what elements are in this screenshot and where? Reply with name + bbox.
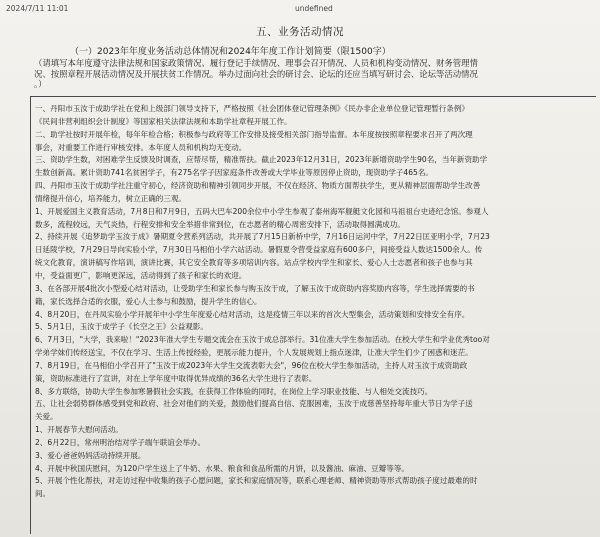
content-line: 生数创新高。累计资助741名贫困学子，有275名学子因家庭条件改善或大学毕业等原因停止资助，现资助学子465名。 [35,168,433,178]
content-line: 1、开展春节大慰问活动。 [35,425,123,435]
content-line: 三、资助学生数，对困难学生反馈及时调查，应帮尽帮，精准帮扶。截止2023年12月31日，2023年新增资助学生90名，当年新资助学 [35,155,488,165]
content-line: 8、多方联络，协助大学生参加寒暑假社会实践，在获得工作体验的同时，在岗位上学习职业技能、与人相处交流技巧。 [35,386,433,396]
content-line: 6、7月3日，"大学，我来啦！"2023年准大学生专题交流会在玉汝于成总部举行。31位准大学生参加活动。在校大学生和学业优秀too对 [35,335,490,345]
content-line: 间。 [35,489,51,499]
section-title: 五、业务活动情况 [256,26,344,38]
content-line: 1、开展爱国主义教育活动，7月8日和7月9日，五码大巴车200余位中小学生参观了泰州海军舰艇文化园和马祖祖台史迹纪念馆。参观人 [35,206,489,216]
print-header [6,4,594,16]
content-line: 事会，对重要工作进行审核安排。本年度人员和机构均无变动。 [35,142,247,152]
content-line: 情绪提升信心，培养能力，树立正确的三观。 [35,193,186,203]
content-line: 2、持续开展《追梦助学玉汝于成》暑期夏令营系列活动，共开展了7月15日新桥中学，7月16日运河中学，7月22日匡亚明小学，7月23 [35,232,490,242]
content-line: 统文化教育，演讲稿写作培训，演讲比赛，其它安全教育等多项培训内容。站点学校内学生和家长、爱心人士志愿者和孩子也参与其 [35,258,473,268]
content-line: 二、助学社按时开展年检，每年年检合格；积极参与政府等工作安排及接受相关部门指导监督。本年度按按照章程要求召开了两次理 [35,129,473,139]
instruction-line: （请填写本年度遵守法律法规和国家政策情况、履行登记手续情况、理事会召开情况、人员和机构变动情况、财务管理情 [34,58,478,68]
content-line: 《民间非营利组织会计制度》等国家相关法律法规和本助学社章程开展工作。 [35,116,292,126]
content-line: 一、丹阳市玉汝于成助学社在党和上级部门领导支持下，严格按照《社会团体登记管理条例》《民办非企业单位登记管理暂行条例》 [35,104,469,113]
content-line: 5、5月1日，玉汝于成学子《长空之王》公益观影。 [35,322,208,332]
instruction-line: 况、按照章程开展活动情况及开展扶贫工作情况。举办过面向社会的研讨会、论坛的还应当填写研讨会、论坛等活动情况 [34,68,478,79]
instruction-text [34,58,594,90]
content-line: 关爱。 [35,412,58,422]
content-line: 7、8月19日，在马相伯小学召开了"玉汝于成2023年大学生交流表彰大会"，96位在校大学生参加活动，主持人对玉汝于成资助政 [35,360,468,370]
content-line: 4、8月20日，在丹凤实验小学开展年中小学生年度爱心结对活动，这是疫情三年以来的首次大型集会，活动策划和安排安全有序。 [35,309,470,319]
content-line: 数多，流程较远，天气炎热，行程安排和安全举措非常到位，在志愿者的精心周密安排下，活动取得圆满成功。 [35,219,405,229]
content-line: 中，受益面更广，影响更深远，活动得到了孩子和家长的欢迎。 [35,270,247,280]
content-line: 日延陵学校，7月29日导向实验小学，7月30日马相伯小学六站活动。暑假夏令营受益家庭有600多户，间接受益人数达1500余人。传 [35,245,483,255]
content-line: 籍，家长选择合适的衣服，爱心人士参与和鼓励，提升学生的信心。 [35,296,262,306]
content-line: 2、6月22日，常州明治结对学子端午联谊会举办。 [35,437,206,447]
content-line: 策，资助标准进行了宣讲，对在上学年度中取得优异成绩的36名大学生进行了表彰。 [35,373,317,383]
content-line: 3、在各部开展4批次小型爱心结对活动，让受助学生和家长参与购玉汝于成，了解玉汝于成资助内容奖励内容等，学生选择需要的书 [35,283,475,293]
instruction-line: 。） [34,79,47,90]
content-line: 四、丹阳市玉汝于成助学社注重守初心，经济资助和精神引领同步开展，不仅在经济、物质方面帮扶学生，更从精神层面帮助学生改善 [35,181,481,191]
content-line: 5、开展个性化帮扶，对走访过程中收集的孩子心愿问题，家长和家庭情况等，联系心理老师、精神资助等形式帮助孩子度过最难的时 [35,476,478,486]
content-line: 4、开展中秋国庆慰问，为120户学生送上了牛奶、水果、粮食和食品所需的月饼，以及酱油、麻油、豆瓣等等。 [35,463,409,473]
sub-title: （一）2023年年度业务活动总体情况和2024年年度工作计划简要（限1500字） [70,47,391,57]
print-header-center: undefined [295,4,333,13]
activity-content [35,103,595,501]
content-line: 3、爱心爸爸妈妈活动持续开展。 [35,450,146,460]
print-date: 2024/7/11 11:01 [6,4,69,13]
content-line: 学弟学妹们传经送宝，不仅在学习、生活上传授经验，更展示能力提升，个人发展规划上指点迷津，让准大学生们少了困惑和迷茫。 [35,348,473,358]
content-line: 五、让社会弱势群体感受到党和政府、社会对他们的关爱，鼓励他们提高自信、克服困难，玉汝于成慈善坚持每年重大节日为学子送 [35,399,473,409]
